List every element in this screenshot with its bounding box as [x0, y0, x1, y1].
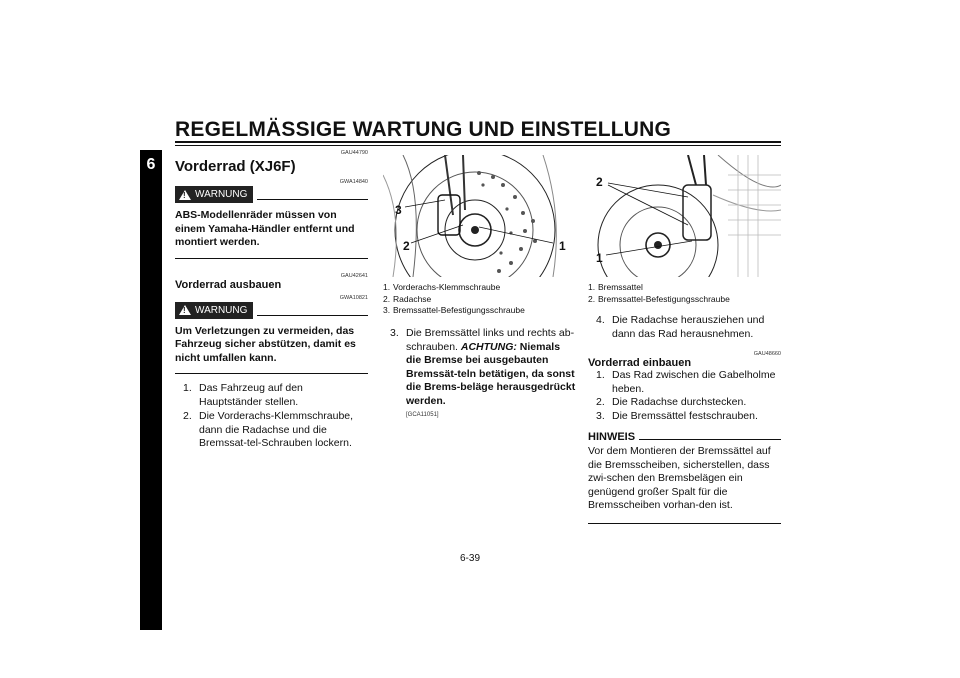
front-wheel-photo — [383, 155, 576, 277]
warning-header — [175, 186, 368, 203]
step-4: 4. Die Radachse herausziehen und dann das Rad herausnehmen. — [596, 314, 765, 340]
list-item: 2. Die Vorderachs-Klemmschraube, dann die Radachse und die Bremssat-tel-Schrauben lockern. — [183, 410, 354, 449]
code-label: GAU42641 — [340, 272, 368, 279]
warning-label: WARNUNG — [195, 189, 248, 200]
note-end-rule — [588, 523, 781, 524]
warning-end-rule — [175, 258, 368, 259]
sub-heading: Vorderrad ausbauen — [175, 278, 282, 291]
sub-heading: Vorderrad einbauen — [588, 357, 692, 369]
list-item: 1. Das Rad zwischen die Gabelholme heben. — [596, 369, 776, 395]
warning-text: Um Verletzungen zu vermeiden, das Fahrzeug sicher abstützen, damit es nicht umfallen kann. — [175, 324, 356, 364]
warning-icon: ! — [179, 190, 191, 200]
list-item: 1. Das Fahrzeug auf den Hauptständer stellen. — [183, 382, 303, 408]
column-3-text — [588, 314, 781, 524]
code-label: GWA14840 — [339, 179, 368, 185]
warning-label: WARNUNG — [195, 304, 248, 316]
title-rule-thin — [175, 145, 781, 146]
warning-text: ABS-Modellenräder müssen von einem Yamaha-Händler entfernt und montiert werden. — [175, 209, 355, 248]
figure-label: 1 — [596, 251, 603, 265]
chapter-tab-number: 6 — [146, 156, 156, 173]
list-item: 2. Die Radachse durchstecken. — [596, 396, 747, 408]
steps-list — [175, 382, 368, 451]
code-label: GAU44790 — [340, 150, 368, 156]
page-title: REGELMÄSSIGE WARTUNG UND EINSTELLUNG — [175, 118, 672, 141]
brake-caliper-photo — [588, 155, 781, 277]
warning-icon: ! — [179, 305, 191, 315]
step-3: 3. Die Bremssättel links und rechts ab-schrauben. ACHTUNG: Niemals die Bremse bei ausgebauten Bremssät-teln betätigen, da sonst die Brems-beläge herausgedrückt werden. [GCA11051] — [390, 327, 578, 418]
code-label: GAU48660 — [753, 351, 781, 357]
figure-captions — [588, 282, 783, 305]
caption-item: 3. Bremssattel-Befestigungsschraube — [383, 305, 525, 315]
brake-disc-illustration — [383, 155, 576, 277]
figure-label: 3 — [395, 203, 402, 217]
warning-header — [175, 302, 368, 319]
note-text: Vor dem Montieren der Bremssättel auf die Bremsscheiben, sicherstellen, dass zwi-schen den Bremsbelägen ein genügend großer Spalt für die Bremsscheiben vorhan-den ist. — [588, 445, 771, 511]
section-heading: Vorderrad (XJ6F) — [175, 158, 296, 175]
page-number: 6-39 — [460, 553, 481, 564]
figure-label: 1 — [559, 239, 566, 253]
caliper-illustration — [588, 155, 781, 277]
note-label: HINWEIS — [588, 431, 636, 443]
caption-item: 1. Bremssattel — [588, 282, 643, 292]
caption-item: 1. Vorderachs-Klemmschraube — [383, 282, 501, 292]
warning-badge — [175, 302, 253, 319]
achtung-label: ACHTUNG: — [460, 340, 517, 353]
code-label: [GCA11051] — [406, 412, 439, 418]
chapter-tab — [140, 150, 162, 630]
code-label: GWA10821 — [339, 294, 368, 301]
column-1 — [175, 150, 368, 451]
steps-list — [588, 369, 781, 423]
caption-item: 2. Radachse — [383, 293, 432, 304]
figure-label: 2 — [596, 175, 603, 189]
achtung-text: Niemals die Bremse bei ausgebauten Bremssät-teln betätigen, da sonst die Brems-beläge herausgedrückt werden. — [406, 340, 576, 407]
warning-end-rule — [175, 373, 368, 374]
warning-badge — [175, 186, 253, 203]
caption-item: 2. Bremssattel-Befestigungsschraube — [588, 293, 730, 304]
note-header — [588, 431, 781, 443]
list-item: 3. Die Bremssättel festschrauben. — [596, 409, 758, 422]
figure-label: 2 — [403, 239, 410, 253]
figure-captions — [383, 282, 578, 317]
title-rule — [175, 141, 781, 143]
